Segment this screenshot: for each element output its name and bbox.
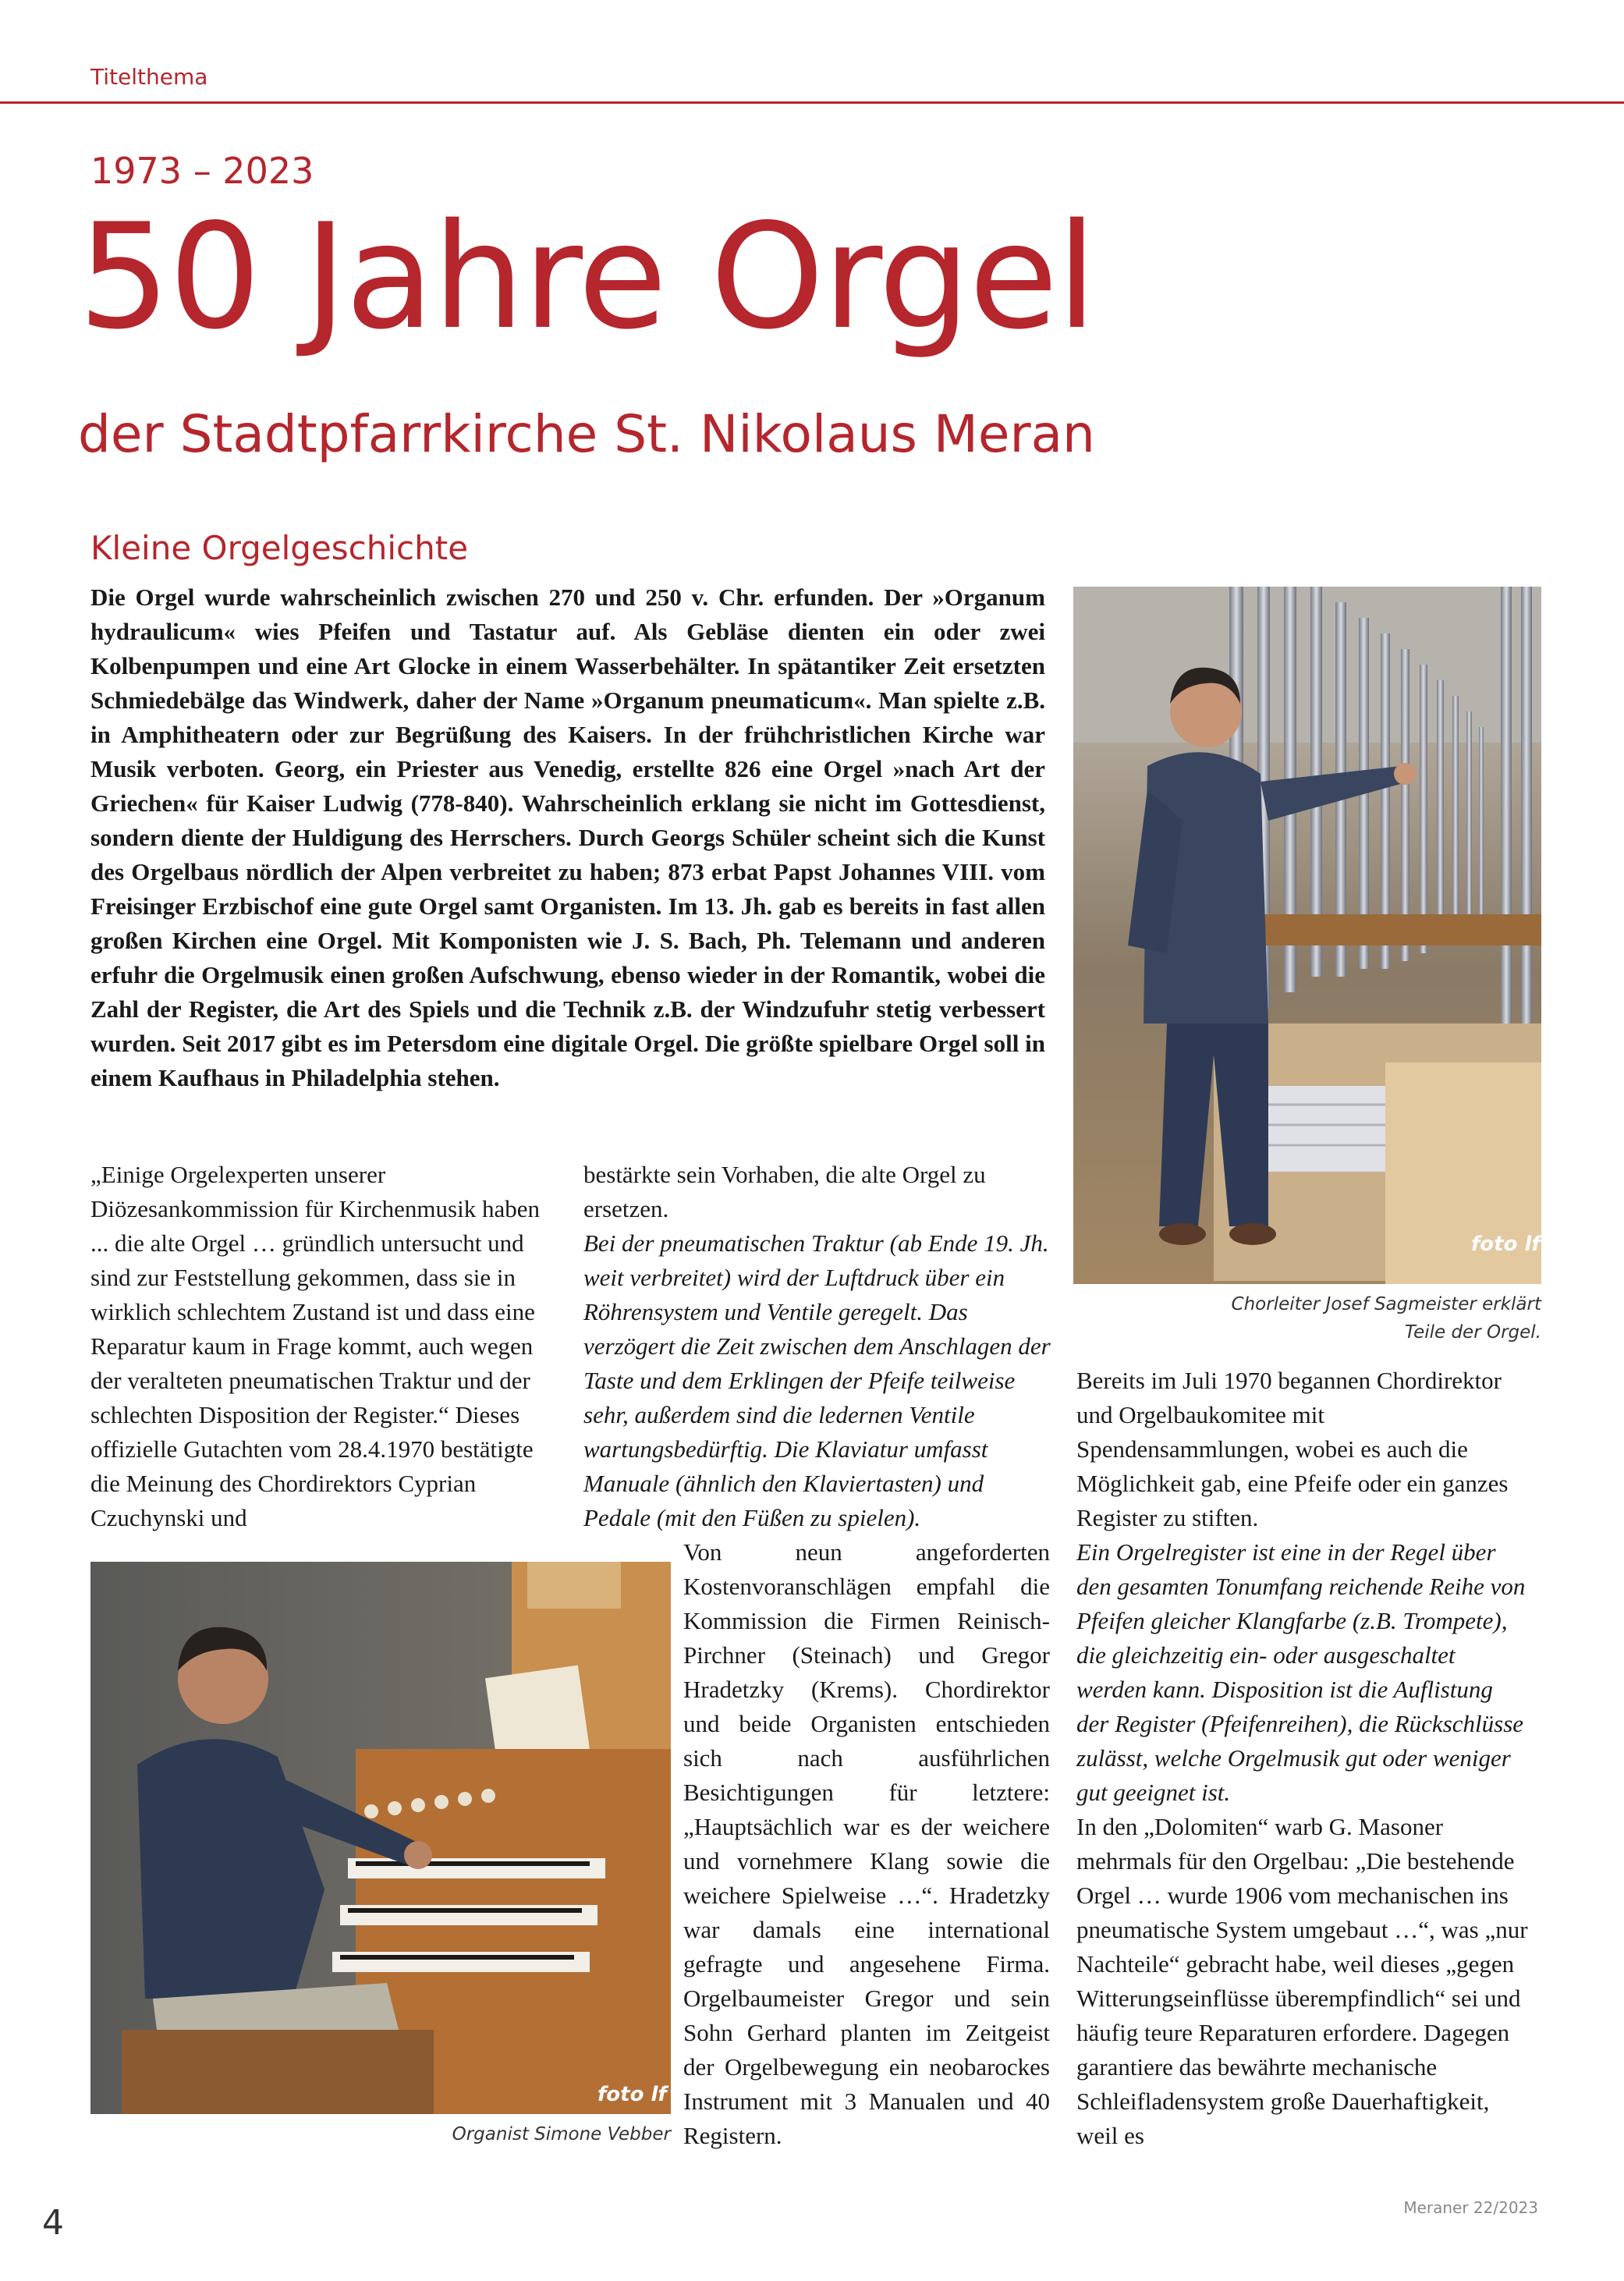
body-col3-text-b: In den „Dolomiten“ warb G. Masoner mehrmals für den Orgelbau: „Die bestehende Orgel … wurde 1906 vom mechanischen ins pneumatische System umgebaut …“, was „nur Nachteile“ gebracht habe, weil dieses „gegen Witterungseinflüsse überempfindlich“ sei und häufig teure Reparaturen erfordere. Dagegen garantiere das bewährte mechanische Schleifladensystem große Dauerhaftigkeit, weil es (1076, 1813, 1528, 2149)
photo-caption-top-line2: Teile der Orgel. (1404, 1322, 1541, 1343)
body-col1-text: „Einige Orgelexperten unserer Diözesankommission für Kirchenmusik haben ... die alte Orgel … gründlich untersucht und sind zur Feststellung gekommen, dass sie in wirklich schlechtem Zustand ist und dass eine Reparatur kaum in Frage kommt, auch wegen der veralteten pneumatischen Traktur und der schlechten Disposition der Register.“ Dieses offizielle Gutachten vom 28.4.1970 bestätigte die Meinung des Chordirektors Cyprian Czuchynski und (90, 1161, 540, 1531)
photo-credit-bottom: foto lf (597, 2083, 667, 2106)
photo-caption-top (1073, 1290, 1541, 1346)
intro-text: Die Orgel wurde wahrscheinlich zwischen 270 und 250 v. Chr. erfunden. Der »Organum hydraulicum« wies Pfeifen und Tastatur auf. Als Gebläse dienten ein oder zwei Kolbenpumpen und eine Art Glocke in einem Wasserbehälter. In spätantiker Zeit ersetzten Schmiedebälge das Windwerk, daher der Name »Organum pneumaticum«. Man spielte z.B. in Amphitheatern oder zur Begrüßung des Kaisers. In der frühchristlichen Kirche war Musik verboten. Georg, ein Priester aus Venedig, erstellte 826 eine Orgel »nach Art der Griechen« für Kaiser Ludwig (778-840). Wahrscheinlich erklang sie nicht im Gottesdienst, sondern diente der Huldigung des Herrschers. Durch Georgs Schüler scheint sich die Kunst des Orgelbaus nördlich der Alpen verbreitet zu haben; 873 erbat Papst Johannes VIII. vom Freisinger Erzbischof eine gute Orgel samt Organisten. Im 13. Jh. gab es bereits in fast allen großen Kirchen eine Orgel. Mit Komponisten wie J. S. Bach, Ph. Telemann und anderen erfuhr die Orgelmusik einen großen Aufschwung, ebenso wieder in der Romantik, wobei die Zahl der Register, die Art des Spiels und die Technik z.B. der Windzufuhr stetig verbessert wurden. Seit 2017 gibt es im Petersdom eine digitale Orgel. Die größte spielbare Orgel soll in einem Kaufhaus in Philadelphia stehen. (90, 584, 1045, 1091)
title-years: 1973 – 2023 (90, 150, 314, 192)
page-number: 4 (42, 2203, 64, 2243)
page-title: 50 Jahre Orgel (78, 192, 1096, 361)
body-col3-text-a: Bereits im Juli 1970 begannen Chordirektor und Orgelbaukomitee mit Spendensammlungen, wobei es auch die Möglichkeit gab, eine Pfeife oder ein ganzes Register zu stiften. (1076, 1367, 1509, 1531)
body-col2-text-a: bestärkte sein Vorhaben, die alte Orgel zu ersetzen. (583, 1161, 986, 1222)
photo-organist (90, 1562, 671, 2114)
issue-label: Meraner 22/2023 (1403, 2198, 1538, 2217)
page-subtitle: der Stadtpfarrkirche St. Nikolaus Meran (78, 404, 1095, 464)
photo-caption-bottom: Organist Simone Vebber (452, 2124, 671, 2144)
body-col2-text-b: Von neun angeforderten Kostenvoranschlägen empfahl die Kommission die Firmen Reinisch-Pirchner (Steinach) und Gregor Hradetzky (Krems). Chordirektor und beide Organisten entschieden sich nach ausführlichen Besichtigungen für letztere: „Hauptsächlich war es der weichere und vornehmere Klang sowie die weichere Spielweise …“. Hradetzky war damals eine international gefragte und angesehene Firma. Orgelbaumeister Gregor und sein Sohn Gerhard planten im Zeitgeist der Orgelbewegung ein neobarockes Instrument mit 3 Manualen und 40 Registern. (683, 1538, 1050, 2149)
photo-credit-top: foto lf (1471, 1233, 1541, 1256)
photo-caption-top-line1: Chorleiter Josef Sagmeister erklärt (1231, 1294, 1541, 1314)
body-column-2-continued (683, 1535, 1050, 2153)
body-column-2 (583, 1158, 1051, 1535)
body-col3-italic-note: Ein Orgelregister ist eine in der Regel über den gesamten Tonumfang reichende Reihe von Pfeifen gleicher Klangfarbe (z.B. Trompete), die gleichzeitig ein- oder ausgeschaltet werden kann. Disposition ist die Auflistung der Register (Pfeifenreihen), die Rückschlüsse zulässt, welche Orgelmusik gut oder weniger gut geeignet ist. (1076, 1538, 1526, 1806)
section-label: Titelthema (90, 64, 208, 90)
header-rule (0, 101, 1624, 104)
photo-choir-director-image (1073, 587, 1541, 1284)
body-col2-italic-note: Bei der pneumatischen Traktur (ab Ende 19. Jh. weit verbreitet) wird der Luftdruck über ein Röhrensystem und Ventile geregelt. Das verzögert die Zeit zwischen dem Anschlagen der Taste und dem Erklingen der Pfeife teilweise sehr, außerdem sind die ledernen Ventile wartungsbedürftig. Die Klaviatur umfasst Manuale (ähnlich den Klaviertasten) und Pedale (mit den Füßen zu spielen). (583, 1229, 1051, 1531)
photo-choir-director (1073, 587, 1541, 1284)
body-column-1 (90, 1158, 558, 1535)
body-column-3 (1076, 1364, 1529, 2153)
photo-organist-image (90, 1562, 671, 2114)
intro-heading: Kleine Orgelgeschichte (90, 529, 469, 567)
